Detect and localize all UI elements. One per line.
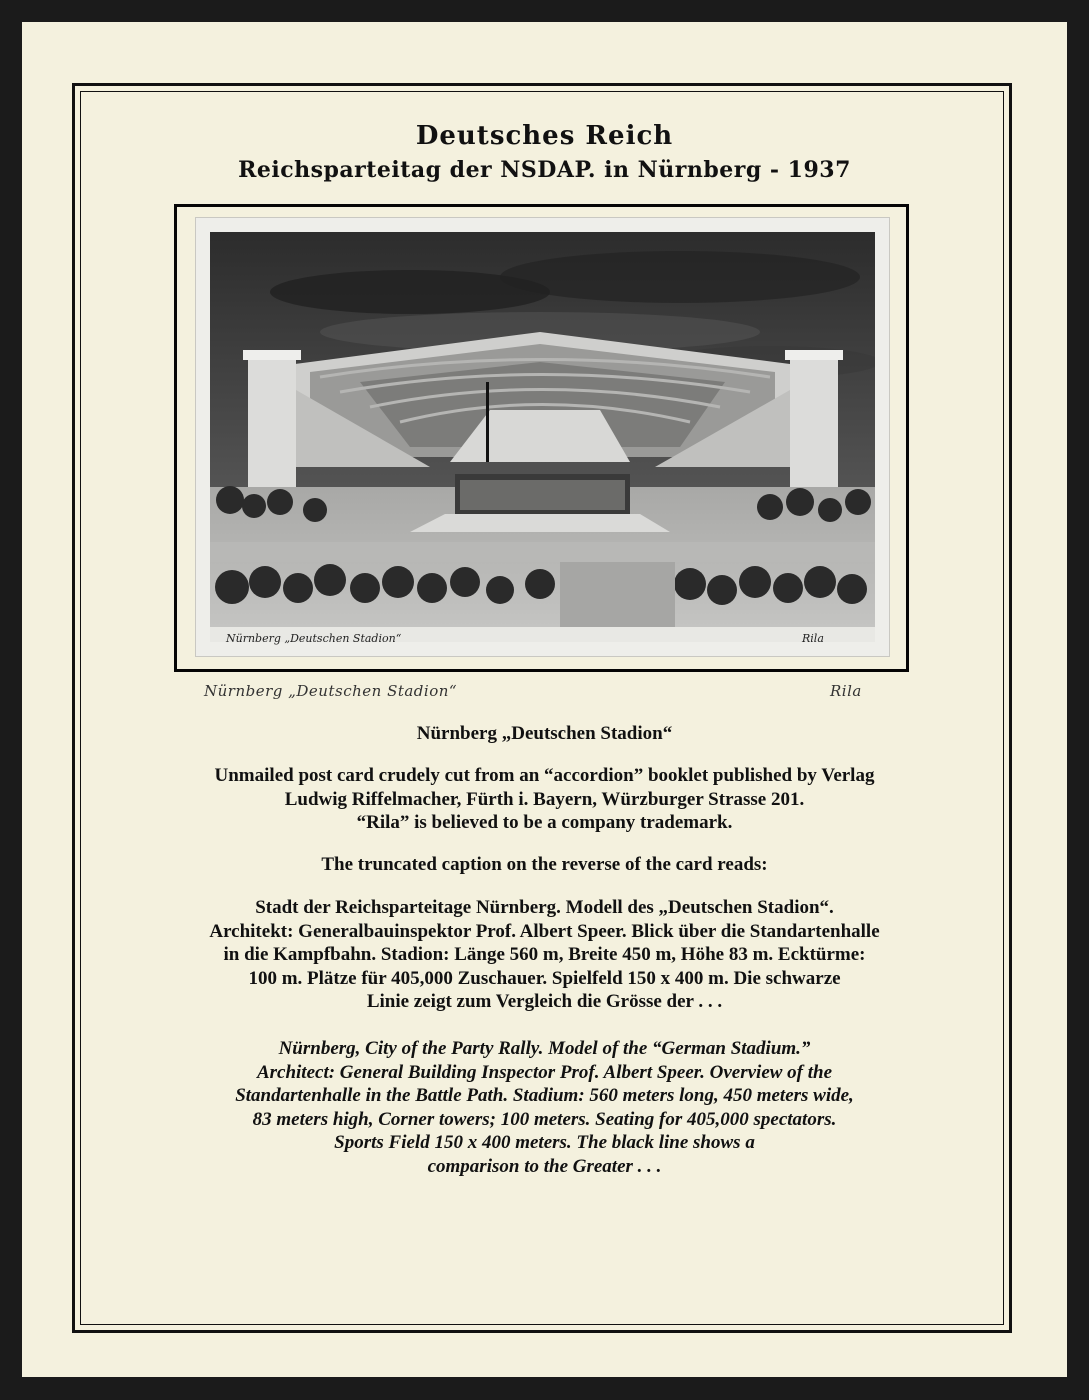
english-translation-line: 83 meters high, Corner towers; 100 meters. Seating for 405,000 spectators. [252,1108,837,1130]
german-caption-line: 100 m. Plätze für 405,000 Zuschauer. Spielfeld 150 x 400 m. Die schwarze [248,967,841,989]
german-caption-line: Stadt der Reichsparteitage Nürnberg. Modell des „Deutschen Stadion“. [255,897,834,918]
handwritten-caption-right: Rila [830,682,862,700]
postcard-caption-left: Nürnberg „Deutschen Stadion“ [226,632,402,645]
english-translation-line: Architect: General Building Inspector Prof. Albert Speer. Overview of the [256,1061,833,1083]
german-caption-line: Architekt: Generalbauinspektor Prof. Albert Speer. Blick über die Standartenhalle [209,920,880,942]
description-line: Unmailed post card crudely cut from an “accordion” booklet published by Verlag [214,765,875,786]
english-translation-line: Standartenhalle in the Battle Path. Stadium: 560 meters long, 450 meters wide, [235,1085,854,1106]
description-line: Ludwig Riffelmacher, Fürth i. Bayern, Würzburger Strasse 201. [284,788,805,810]
handwritten-caption-left: Nürnberg „Deutschen Stadion“ [204,682,458,700]
description-line: “Rila” is believed to be a company trademark. [356,812,733,833]
english-translation-line: Nürnberg, City of the Party Rally. Model of the “German Stadium.” [278,1038,811,1059]
german-caption-line: in die Kampfbahn. Stadion: Länge 560 m, Breite 450 m, Höhe 83 m. Ecktürme: [223,944,866,965]
page-title: Deutsches Reich [415,121,674,151]
stadium-model-photo [210,232,875,642]
german-caption-block [110,896,979,1014]
reverse-intro: The truncated caption on the reverse of the card reads: [321,854,768,875]
description-block [110,764,979,835]
english-translation-line: Sports Field 150 x 400 meters. The black line shows a [334,1132,755,1153]
english-translation-block [110,1037,979,1178]
card-title: Nürnberg „Deutschen Stadion“ [416,723,673,744]
postcard [196,218,889,656]
postcard-caption-right: Rila [802,632,824,645]
english-translation-line: comparison to the Greater . . . [427,1155,662,1177]
page-subtitle: Reichsparteitag der NSDAP. in Nürnberg - 1937 [238,157,851,183]
german-caption-line: Linie zeigt zum Vergleich die Grösse der . . . [366,991,723,1012]
